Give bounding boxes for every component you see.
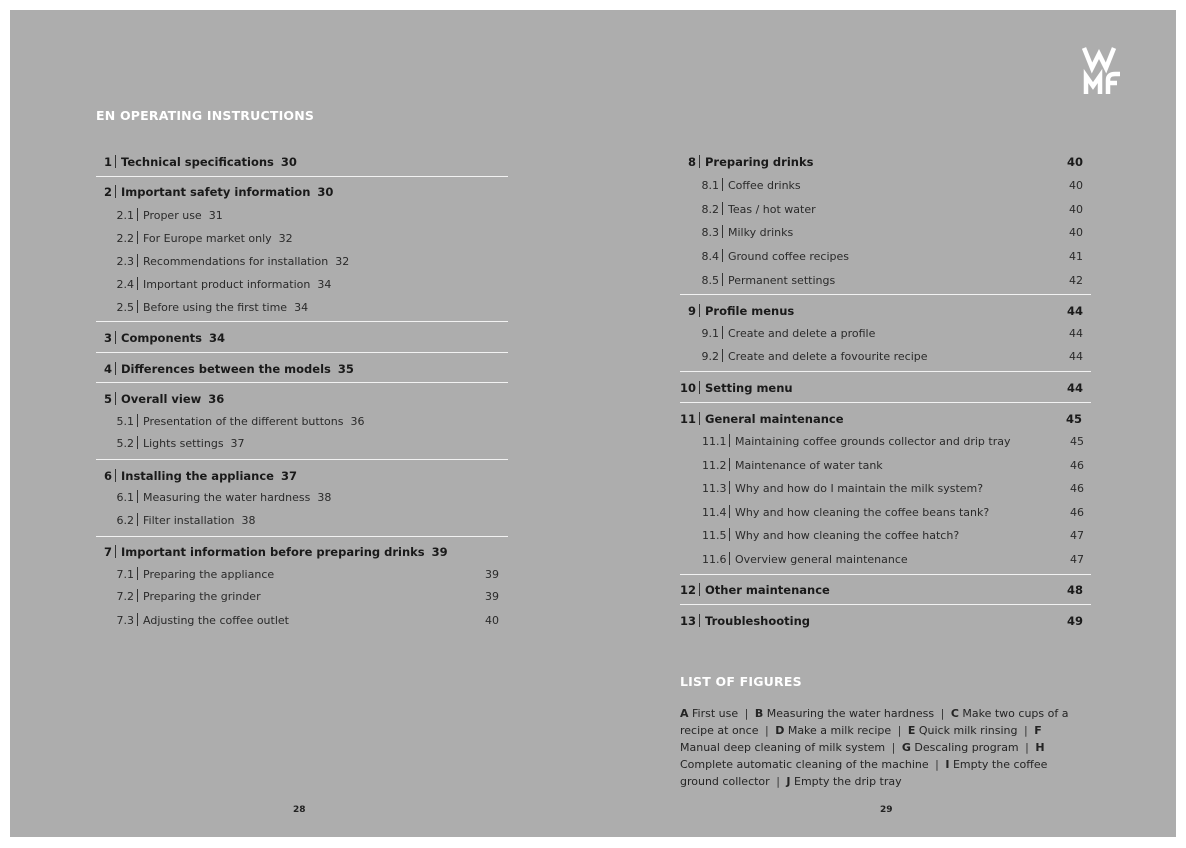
- figure-letter: H: [1035, 741, 1045, 754]
- toc-chapter-link[interactable]: [96, 360, 354, 378]
- chapter-number: 9: [687, 304, 696, 318]
- figure-entry: [680, 707, 738, 720]
- toc-section-link[interactable]: [702, 433, 1084, 451]
- chapter-title: Important information before preparing drinks: [121, 545, 425, 559]
- chapter-page: 45: [1065, 412, 1082, 426]
- toc-chapter-link[interactable]: [680, 581, 1083, 599]
- separator-bar: [722, 249, 723, 262]
- chapter-title: Installing the appliance: [121, 469, 274, 483]
- chapter-page: 39: [431, 545, 448, 559]
- separator-bar: [699, 381, 700, 394]
- chapter-page: 37: [280, 469, 297, 483]
- section-number: 2.1: [116, 209, 134, 222]
- figure-separator: |: [1025, 741, 1029, 754]
- toc-section-link[interactable]: [116, 299, 308, 317]
- section-number: 7.2: [116, 590, 134, 603]
- separator-bar: [137, 513, 138, 526]
- section-number: 7.3: [116, 614, 134, 627]
- section-title: Before using the first time: [143, 301, 288, 314]
- figure-caption: Make a milk recipe: [787, 724, 892, 737]
- figure-separator: |: [935, 758, 939, 771]
- figure-letter: C: [950, 707, 959, 720]
- toc-chapter-link[interactable]: [680, 612, 1083, 630]
- toc-section-link[interactable]: [116, 512, 255, 530]
- section-number: 11.1: [702, 435, 727, 448]
- section-page: 40: [485, 614, 499, 627]
- figure-letter: A: [680, 707, 689, 720]
- chapter-number: 1: [103, 155, 112, 169]
- section-title: Maintenance of water tank: [735, 459, 883, 472]
- toc-chapter-link[interactable]: [96, 153, 297, 171]
- toc-chapter-link[interactable]: [96, 390, 224, 408]
- operating-instructions-heading: EN OPERATING INSTRUCTIONS: [96, 108, 315, 123]
- separator-bar: [115, 331, 116, 344]
- separator-bar: [137, 567, 138, 580]
- chapter-title: Overall view: [121, 392, 202, 406]
- divider-rule: [680, 294, 1091, 295]
- chapter-number: 7: [103, 545, 112, 559]
- chapter-page: 36: [208, 392, 225, 406]
- divider-rule: [680, 574, 1091, 575]
- section-number: 2.2: [116, 232, 134, 245]
- figure-letter: F: [1034, 724, 1042, 737]
- separator-bar: [115, 545, 116, 558]
- figure-separator: |: [940, 707, 945, 720]
- chapter-title: Troubleshooting: [705, 614, 811, 628]
- toc-section-link[interactable]: [701, 248, 1083, 266]
- chapter-number: 8: [687, 155, 696, 169]
- section-title: Preparing the grinder: [143, 590, 261, 603]
- separator-bar: [699, 304, 700, 317]
- section-page: 37: [230, 437, 245, 450]
- chapter-page: 30: [317, 185, 334, 199]
- separator-bar: [115, 362, 116, 375]
- section-page: 32: [335, 255, 350, 268]
- section-number: 5.2: [116, 437, 134, 450]
- chapter-title: Important safety information: [121, 185, 311, 199]
- divider-rule: [680, 604, 1091, 605]
- toc-section-link[interactable]: [116, 207, 223, 225]
- section-number: 8.1: [701, 179, 719, 192]
- section-title: Permanent settings: [728, 274, 836, 287]
- section-title: Milky drinks: [728, 226, 794, 239]
- figure-separator: |: [744, 707, 749, 720]
- list-of-figures-heading: LIST OF FIGURES: [680, 674, 802, 689]
- chapter-number: 3: [103, 331, 112, 345]
- section-title: Create and delete a profile: [728, 327, 876, 340]
- section-number: 9.1: [701, 327, 719, 340]
- figure-caption: Quick milk rinsing: [918, 724, 1018, 737]
- section-title: Create and delete a fovourite recipe: [728, 350, 928, 363]
- separator-bar: [722, 178, 723, 191]
- divider-rule: [96, 176, 508, 177]
- separator-bar: [729, 481, 730, 494]
- figure-separator: |: [776, 775, 780, 788]
- section-title: Coffee drinks: [728, 179, 801, 192]
- chapter-number: 4: [103, 362, 112, 376]
- section-number: 2.3: [116, 255, 134, 268]
- section-page: 44: [1069, 327, 1083, 340]
- separator-bar: [722, 202, 723, 215]
- section-number: 6.2: [116, 514, 134, 527]
- separator-bar: [137, 277, 138, 290]
- chapter-title: Differences between the models: [121, 362, 331, 376]
- section-title: Adjusting the coffee outlet: [143, 614, 289, 627]
- toc-section-link[interactable]: [702, 480, 1084, 498]
- section-page: 36: [350, 415, 365, 428]
- figure-separator: |: [897, 724, 902, 737]
- wmf-logo: [1082, 46, 1122, 96]
- section-number: 2.4: [116, 278, 134, 291]
- section-number: 6.1: [116, 491, 134, 504]
- toc-chapter-link[interactable]: [680, 410, 1082, 428]
- chapter-title: Components: [121, 331, 202, 345]
- separator-bar: [729, 528, 730, 541]
- toc-section-link[interactable]: [116, 435, 245, 453]
- section-number: 11.3: [702, 482, 727, 495]
- right-page-number: 29: [880, 805, 893, 815]
- chapter-page: 49: [1066, 614, 1083, 628]
- divider-rule: [96, 459, 508, 460]
- section-number: 11.4: [702, 506, 727, 519]
- section-number: 8.3: [701, 226, 719, 239]
- separator-bar: [722, 349, 723, 362]
- figure-separator: |: [1023, 724, 1028, 737]
- section-title: Why and how cleaning the coffee beans tank?: [735, 506, 990, 519]
- figure-caption: Complete automatic cleaning of the machine: [680, 758, 929, 771]
- toc-section-link[interactable]: [702, 457, 1084, 475]
- section-number: 8.2: [701, 203, 719, 216]
- section-title: Important product information: [143, 278, 311, 291]
- figure-separator: |: [764, 724, 769, 737]
- section-title: Proper use: [143, 209, 202, 222]
- divider-rule: [96, 352, 508, 353]
- separator-bar: [137, 414, 138, 427]
- separator-bar: [722, 273, 723, 286]
- separator-bar: [115, 469, 116, 482]
- section-title: Preparing the appliance: [143, 568, 275, 581]
- section-page: 47: [1070, 529, 1084, 542]
- figure-separator: |: [891, 741, 896, 754]
- chapter-page: 44: [1066, 304, 1083, 318]
- section-page: 31: [208, 209, 223, 222]
- separator-bar: [729, 552, 730, 565]
- toc-section-link[interactable]: [116, 253, 349, 271]
- figure-entry: [786, 775, 901, 788]
- chapter-number: 6: [103, 469, 112, 483]
- section-page: 44: [1069, 350, 1083, 363]
- toc-section-link[interactable]: [116, 413, 364, 431]
- toc-chapter-link[interactable]: [96, 543, 448, 561]
- figure-entry: [755, 707, 934, 720]
- section-number: 8.5: [701, 274, 719, 287]
- separator-bar: [699, 155, 700, 168]
- section-number: 11.5: [702, 529, 727, 542]
- section-number: 7.1: [116, 568, 134, 581]
- toc-chapter-link[interactable]: [96, 329, 225, 347]
- section-page: 40: [1069, 226, 1083, 239]
- separator-bar: [137, 436, 138, 449]
- divider-rule: [96, 321, 508, 322]
- section-page: 34: [294, 301, 309, 314]
- chapter-number: 10: [680, 381, 697, 395]
- toc-section-link[interactable]: [701, 325, 1083, 343]
- toc-section-link[interactable]: [116, 566, 499, 584]
- figure-caption: Manual deep cleaning of milk system: [680, 741, 886, 754]
- section-page: 46: [1070, 459, 1084, 472]
- figure-letter: I: [945, 758, 950, 771]
- divider-rule: [680, 371, 1091, 372]
- chapter-number: 12: [680, 583, 697, 597]
- section-page: 40: [1069, 179, 1083, 192]
- toc-chapter-link[interactable]: [680, 379, 1083, 397]
- chapter-page: 30: [280, 155, 297, 169]
- chapter-title: Setting menu: [705, 381, 793, 395]
- chapter-title: General maintenance: [705, 412, 844, 426]
- section-title: Why and how cleaning the coffee hatch?: [735, 529, 960, 542]
- section-page: 32: [278, 232, 293, 245]
- toc-chapter-link[interactable]: [96, 183, 333, 201]
- section-page: 46: [1070, 506, 1084, 519]
- separator-bar: [115, 185, 116, 198]
- section-title: Presentation of the different buttons: [143, 415, 344, 428]
- chapter-title: Technical specifications: [121, 155, 274, 169]
- figure-caption: Measuring the water hardness: [766, 707, 935, 720]
- figure-caption: Empty the drip tray: [794, 775, 902, 788]
- figure-entry: [908, 724, 1018, 737]
- section-number: 5.1: [116, 415, 134, 428]
- section-title: For Europe market only: [143, 232, 272, 245]
- section-title: Teas / hot water: [728, 203, 816, 216]
- section-number: 11.2: [702, 459, 727, 472]
- section-title: Maintaining coffee grounds collector and drip tray: [735, 435, 1011, 448]
- section-number: 2.5: [116, 301, 134, 314]
- section-title: Recommendations for installation: [143, 255, 329, 268]
- figure-caption: First use: [692, 707, 739, 720]
- section-number: 9.2: [701, 350, 719, 363]
- figure-letter: G: [901, 741, 911, 754]
- chapter-number: 5: [103, 392, 112, 406]
- figure-letter: E: [907, 724, 916, 737]
- separator-bar: [137, 613, 138, 626]
- figure-caption: Descaling program: [914, 741, 1019, 754]
- toc-section-link[interactable]: [116, 230, 293, 248]
- separator-bar: [115, 392, 116, 405]
- chapter-page: 34: [208, 331, 225, 345]
- section-title: Filter installation: [143, 514, 235, 527]
- figure-caption: Empty the coffee ground collector: [680, 758, 1048, 788]
- divider-rule: [96, 382, 508, 383]
- separator-bar: [137, 589, 138, 602]
- toc-chapter-link[interactable]: [96, 467, 297, 485]
- toc-section-link[interactable]: [702, 504, 1084, 522]
- toc-section-link[interactable]: [701, 348, 1083, 366]
- chapter-title: Preparing drinks: [705, 155, 814, 169]
- toc-section-link[interactable]: [702, 551, 1084, 569]
- separator-bar: [137, 300, 138, 313]
- toc-section-link[interactable]: [116, 489, 331, 507]
- separator-bar: [699, 583, 700, 596]
- chapter-page: 40: [1066, 155, 1083, 169]
- toc-chapter-link[interactable]: [680, 302, 1083, 320]
- toc-section-link[interactable]: [116, 276, 331, 294]
- section-number: 8.4: [701, 250, 719, 263]
- divider-rule: [680, 402, 1091, 403]
- chapter-title: Other maintenance: [705, 583, 830, 597]
- section-page: 47: [1070, 553, 1084, 566]
- toc-section-link[interactable]: [701, 177, 1083, 195]
- toc-section-link[interactable]: [702, 527, 1084, 545]
- chapter-number: 13: [680, 614, 697, 628]
- separator-bar: [699, 614, 700, 627]
- section-page: 38: [317, 491, 332, 504]
- figure-entry: [902, 741, 1019, 754]
- section-page: 42: [1069, 274, 1083, 287]
- section-page: 41: [1069, 250, 1083, 263]
- list-of-figures: [680, 705, 1080, 790]
- section-page: 45: [1070, 435, 1084, 448]
- toc-chapter-link[interactable]: [680, 153, 1083, 171]
- figure-caption: Make two cups of a recipe at once: [680, 707, 1069, 737]
- separator-bar: [699, 412, 700, 425]
- figure-letter: D: [775, 724, 785, 737]
- chapter-title: Profile menus: [705, 304, 795, 318]
- toc-section-link[interactable]: [701, 272, 1083, 290]
- toc-section-link[interactable]: [116, 612, 499, 630]
- section-title: Lights settings: [143, 437, 224, 450]
- section-title: Overview general maintenance: [735, 553, 908, 566]
- figure-letter: B: [754, 707, 764, 720]
- section-page: 34: [317, 278, 332, 291]
- chapter-page: 35: [337, 362, 354, 376]
- figure-letter: J: [786, 775, 791, 788]
- separator-bar: [722, 326, 723, 339]
- left-page-number: 28: [293, 805, 306, 815]
- separator-bar: [729, 434, 730, 447]
- chapter-page: 44: [1066, 381, 1083, 395]
- section-title: Ground coffee recipes: [728, 250, 849, 263]
- toc-section-link[interactable]: [116, 588, 499, 606]
- separator-bar: [729, 505, 730, 518]
- chapter-number: 2: [103, 185, 112, 199]
- section-page: 40: [1069, 203, 1083, 216]
- toc-section-link[interactable]: [701, 224, 1083, 242]
- chapter-page: 48: [1066, 583, 1083, 597]
- divider-rule: [96, 536, 508, 537]
- section-title: Measuring the water hardness: [143, 491, 311, 504]
- separator-bar: [137, 231, 138, 244]
- section-number: 11.6: [702, 553, 727, 566]
- separator-bar: [729, 458, 730, 471]
- separator-bar: [115, 155, 116, 168]
- separator-bar: [137, 490, 138, 503]
- separator-bar: [137, 254, 138, 267]
- section-page: 39: [485, 590, 499, 603]
- toc-section-link[interactable]: [701, 201, 1083, 219]
- separator-bar: [722, 225, 723, 238]
- section-title: Why and how do I maintain the milk system?: [735, 482, 984, 495]
- chapter-number: 11: [680, 412, 697, 426]
- separator-bar: [137, 208, 138, 221]
- section-page: 46: [1070, 482, 1084, 495]
- section-page: 38: [241, 514, 256, 527]
- section-page: 39: [485, 568, 499, 581]
- figure-entry: [775, 724, 891, 737]
